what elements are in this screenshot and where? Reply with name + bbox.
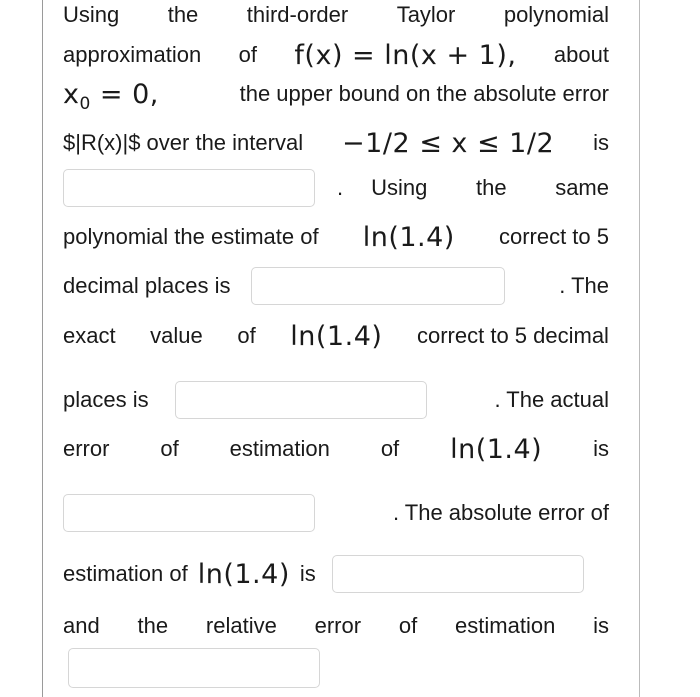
word: of [160, 436, 179, 461]
actual-error-answer-box[interactable] [63, 494, 315, 532]
error-bound-answer-box[interactable] [63, 169, 315, 207]
sentence-fragment [371, 175, 609, 201]
text-line-12 [63, 550, 609, 598]
word: error [63, 436, 110, 461]
word: of [398, 613, 418, 638]
sentence-fragment: correct to 5 decimal [416, 323, 609, 348]
word: estimation [229, 436, 330, 461]
content-right-border [639, 0, 640, 697]
exact-value-answer-box[interactable] [175, 381, 427, 419]
sentence-fragment: $|R(x)|$ over the interval [63, 130, 304, 155]
period: . [337, 175, 344, 200]
text-line-8 [63, 314, 609, 358]
word: is [593, 130, 609, 155]
word: of [237, 323, 256, 348]
sentence-fragment: . The actual [494, 387, 609, 412]
word: relative [205, 613, 277, 638]
estimate-answer-box[interactable] [251, 267, 505, 305]
word: value [150, 323, 203, 348]
function-definition-math: f(x) = ln(x + 1), [294, 39, 517, 71]
word: estimation [455, 613, 556, 638]
sentence-fragment: decimal places is [63, 273, 231, 298]
text-line-7 [63, 262, 609, 310]
text-line-10 [63, 428, 609, 470]
word: third-order [246, 2, 349, 27]
word: and [63, 613, 100, 638]
word: the [167, 2, 199, 27]
ln-1-4-math: ln(1.4) [362, 221, 455, 253]
word: Using [371, 175, 428, 200]
sentence-fragment: . The [559, 273, 609, 298]
text-line-5 [63, 164, 609, 212]
word: is [593, 613, 609, 638]
sentence-fragment: the upper bound on the absolute error [239, 81, 609, 106]
absolute-error-answer-box[interactable] [332, 555, 584, 593]
relative-error-answer-box[interactable] [68, 648, 320, 688]
expansion-point-math: $x_0 = 0$, [63, 78, 159, 114]
text-line-2 [63, 34, 609, 76]
word: Taylor [396, 2, 456, 27]
word: the [137, 613, 169, 638]
word: of [380, 436, 400, 461]
text-line-11 [63, 489, 609, 537]
word: same [555, 175, 609, 200]
word: polynomial [503, 2, 609, 27]
ln-1-4-math: ln(1.4) [197, 558, 290, 590]
word: of [238, 42, 257, 67]
text-line-3 [63, 76, 609, 112]
sentence-fragment: polynomial the estimate of [63, 224, 319, 249]
word: is [299, 561, 316, 586]
word: about [553, 42, 609, 67]
word: the [475, 175, 507, 200]
sentence-fragment: places is [63, 387, 149, 412]
interval-math: −1/2 ≤ x ≤ 1/2 [342, 127, 555, 159]
sentence-fragment: estimation of [63, 561, 188, 586]
ln-1-4-math: ln(1.4) [290, 320, 383, 352]
text-line-4 [63, 122, 609, 164]
word: is [593, 436, 609, 461]
text-line-1 [63, 0, 609, 32]
ln-1-4-math: ln(1.4) [450, 433, 543, 465]
sentence-fragment: . The absolute error of [392, 500, 609, 525]
word: Using [63, 2, 120, 27]
word: approximation [63, 42, 202, 67]
text-line-13 [63, 608, 609, 644]
text-line-6 [63, 216, 609, 258]
word: exact [63, 323, 116, 348]
content-left-border [42, 0, 43, 697]
sentence-fragment: correct to 5 [498, 224, 609, 249]
word: error [314, 613, 362, 638]
text-line-9 [63, 376, 609, 424]
